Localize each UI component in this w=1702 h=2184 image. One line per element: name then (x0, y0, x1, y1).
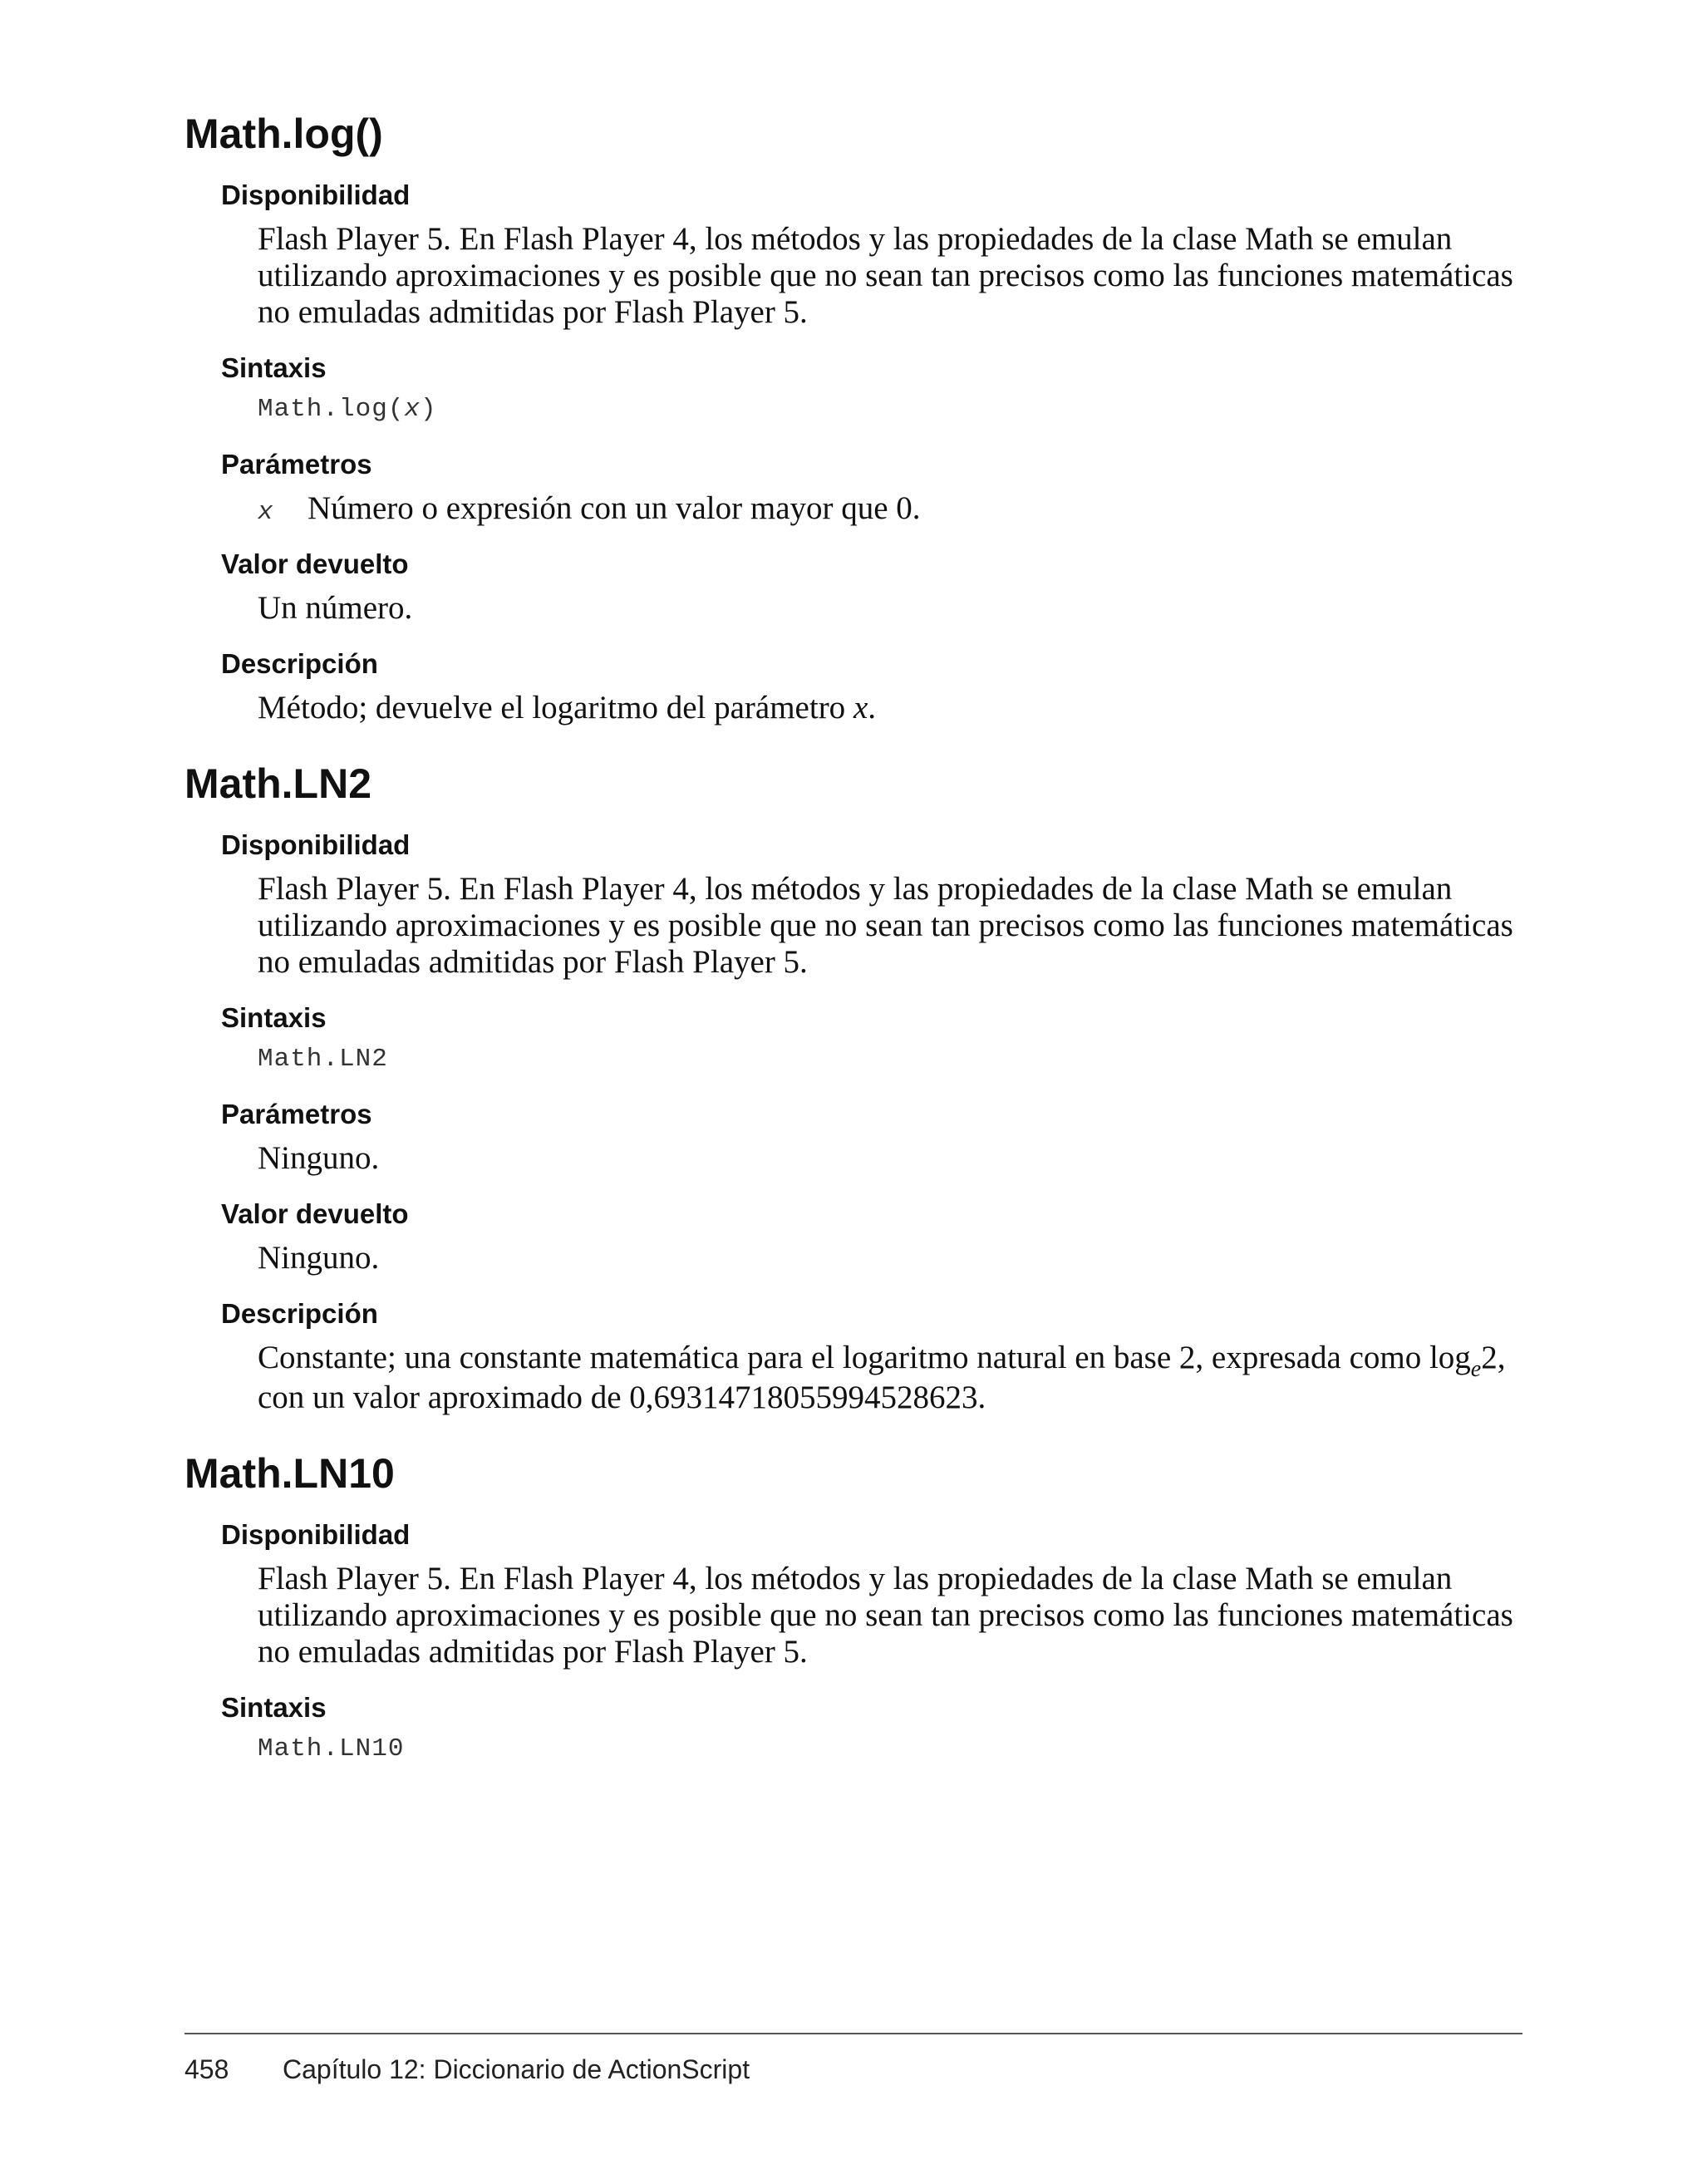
param-description: Número o expresión con un valor mayor que 0. (307, 490, 921, 526)
description-prefix: Constante; una constante matemática para el logaritmo natural en base 2, expresada como log (258, 1340, 1471, 1375)
entry-math-ln10 (184, 1448, 1522, 1767)
params-heading: Parámetros (221, 1099, 372, 1129)
description-suffix: 2, con un valor aproximado de 0,69314718055994528623. (258, 1340, 1506, 1415)
entry-title: Math.LN2 (184, 760, 371, 807)
description-text (258, 690, 1522, 726)
entry-title: Math.log() (184, 111, 383, 157)
syntax-heading: Sintaxis (221, 1692, 327, 1723)
syntax-heading: Sintaxis (221, 1002, 327, 1033)
availability-text: Flash Player 5. En Flash Player 4, los métodos y las propiedades de la clase Math se emulan utilizando aproximaciones y es posible que no sean tan precisos como las funciones matemáticas no emuladas admitidas por Flash Player 5. (258, 1561, 1513, 1670)
entry-title: Math.LN10 (184, 1450, 395, 1497)
description-heading: Descripción (221, 1298, 378, 1329)
description-prefix: Método; devuelve el logaritmo del parámetro (258, 690, 853, 726)
footer-text (184, 2054, 1522, 2085)
description-subscript: e (1470, 1356, 1482, 1382)
page-content (184, 108, 1522, 1798)
availability-heading: Disponibilidad (221, 829, 411, 860)
syntax-code (258, 392, 1522, 427)
syntax-code-prefix: Math.log( (258, 395, 405, 424)
return-heading: Valor devuelto (221, 1198, 409, 1229)
entry-math-ln2 (184, 758, 1522, 1416)
page-number: 458 (184, 2054, 229, 2084)
params-text: Ninguno. (258, 1140, 380, 1176)
description-suffix: . (868, 690, 876, 726)
syntax-heading: Sintaxis (221, 352, 327, 383)
footer-rule (184, 2033, 1522, 2034)
param-row (258, 490, 1522, 527)
params-heading: Parámetros (221, 449, 372, 480)
chapter-title: Capítulo 12: Diccionario de ActionScript (283, 2054, 750, 2084)
availability-text: Flash Player 5. En Flash Player 4, los métodos y las propiedades de la clase Math se emulan utilizando aproximaciones y es posible que no sean tan precisos como las funciones matemáticas no emuladas admitidas por Flash Player 5. (258, 871, 1513, 980)
availability-heading: Disponibilidad (221, 180, 411, 210)
entry-math-log (184, 108, 1522, 726)
return-heading: Valor devuelto (221, 548, 409, 579)
return-text: Un número. (258, 590, 413, 626)
param-name: x (258, 498, 273, 527)
description-param: x (853, 690, 868, 726)
return-text: Ninguno. (258, 1240, 380, 1276)
description-heading: Descripción (221, 648, 378, 679)
description-text (258, 1340, 1522, 1416)
syntax-code: Math.LN10 (258, 1734, 405, 1763)
syntax-code: Math.LN2 (258, 1045, 388, 1074)
availability-heading: Disponibilidad (221, 1519, 411, 1550)
availability-text: Flash Player 5. En Flash Player 4, los métodos y las propiedades de la clase Math se emulan utilizando aproximaciones y es posible que no sean tan precisos como las funciones matemáticas no emuladas admitidas por Flash Player 5. (258, 221, 1513, 330)
syntax-code-suffix: ) (421, 395, 437, 424)
page-footer (184, 2033, 1522, 2085)
syntax-code-param: x (404, 395, 421, 424)
